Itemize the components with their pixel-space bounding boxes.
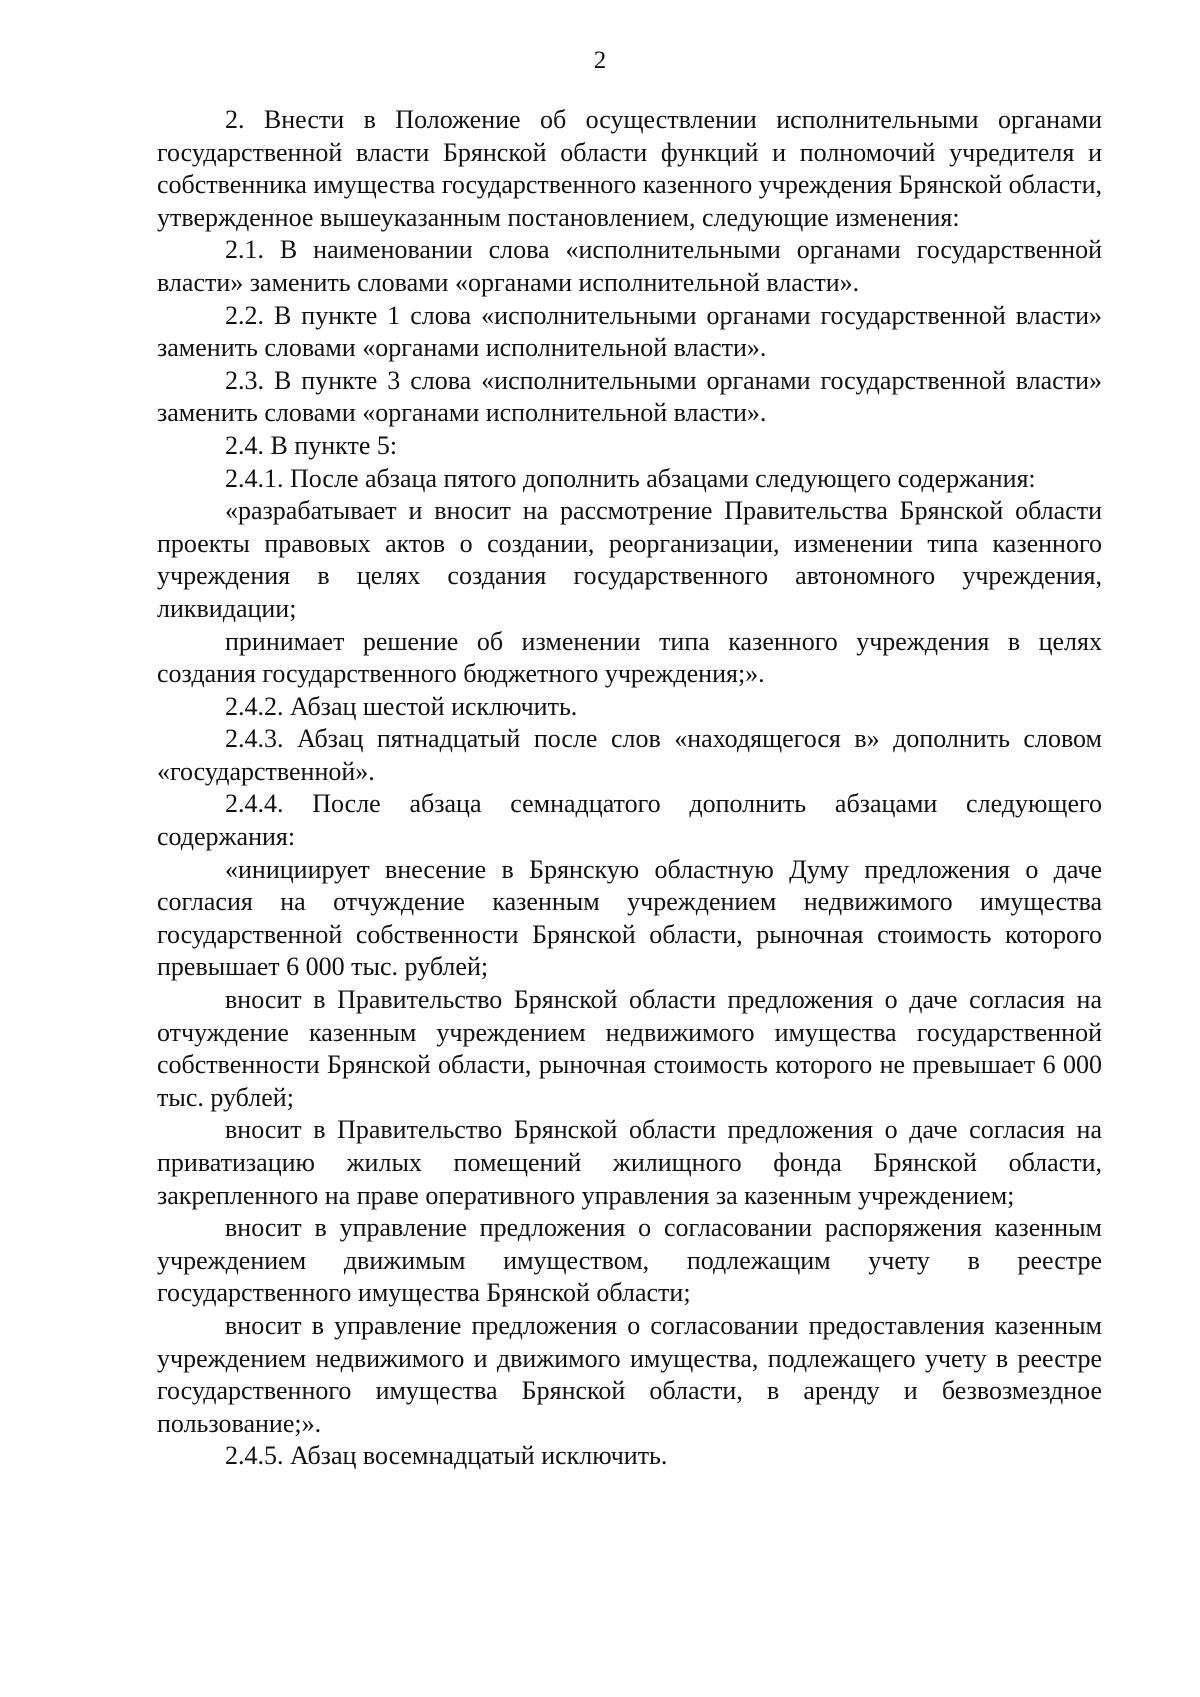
paragraph-2-4-3: 2.4.3. Абзац пятнадцатый после слов «находящегося в» дополнить словом «государственной». bbox=[157, 724, 1102, 786]
paragraph-2-4-5: 2.4.5. Абзац восемнадцатый исключить. bbox=[225, 1441, 668, 1471]
paragraph-2-4: 2.4. В пункте 5: bbox=[225, 430, 398, 460]
paragraph-2-4-2: 2.4.2. Абзац шестой исключить. bbox=[225, 691, 578, 721]
quoted-paragraph: «инициирует внесение в Брянскую областную Думу предложения о даче согласия на отчуждение казенным учреждением недвижимого имущества государственной собственности Брянской области, рыночная стоимость которого превышает 6 000 тыс. рублей; bbox=[157, 854, 1102, 982]
paragraph-2-4-1: 2.4.1. После абзаца пятого дополнить абзацами следующего содержания: bbox=[225, 463, 1036, 493]
paragraph-2: 2. Внести в Положение об осуществлении исполнительными органами государственной власти Брянской области функций и полномочий учредителя и собственника имущества государственного казенного учреждения Брянской области, утвержденное вышеуказанным постановлением, следующие изменения: bbox=[157, 105, 1102, 232]
quoted-paragraph: вносит в Правительство Брянской области предложения о даче согласия на отчуждение казенным учреждением недвижимого имущества государственной собственности Брянской области, рыночная стоимость которого не превышает 6 000 тыс. рублей; bbox=[157, 985, 1102, 1112]
paragraph-2-1: 2.1. В наименовании слова «исполнительными органами государственной власти» заменить словами «органами исполнительной власти». bbox=[157, 235, 1102, 297]
quoted-paragraph: вносит в управление предложения о согласовании распоряжения казенным учреждением движимым имуществом, подлежащим учету в реестре государственного имущества Брянской области; bbox=[157, 1213, 1102, 1308]
quoted-paragraph: принимает решение об изменении типа казенного учреждения в целях создания государственного бюджетного учреждения;». bbox=[157, 626, 1102, 689]
quoted-paragraph: вносит в управление предложения о согласовании предоставления казенным учреждением недвижимого и движимого имущества, подлежащего учету в реестре государственного имущества Брянской области, в аренду и безвозмездное пользование;». bbox=[157, 1310, 1102, 1438]
paragraph-2-4-4: 2.4.4. После абзаца семнадцатого дополнить абзацами следующего содержания: bbox=[157, 789, 1102, 852]
quoted-paragraph: «разрабатывает и вносит на рассмотрение Правительства Брянской области проекты правовых актов о создании, реорганизации, изменении типа казенного учреждения в целях создания государственного автономного учреждения, ликвидации; bbox=[157, 496, 1102, 623]
page-number: 2 bbox=[593, 47, 607, 74]
paragraph-2-2: 2.2. В пункте 1 слова «исполнительными органами государственной власти» заменить словами «органами исполнительной власти». bbox=[157, 300, 1102, 363]
quoted-paragraph: вносит в Правительство Брянской области предложения о даче согласия на приватизацию жилых помещений жилищного фонда Брянской области, закрепленного на праве оперативного управления за казенным учреждением; bbox=[157, 1115, 1102, 1210]
paragraph-2-3: 2.3. В пункте 3 слова «исполнительными органами государственной власти» заменить словами «органами исполнительной власти». bbox=[157, 365, 1102, 428]
document-body bbox=[157, 104, 1102, 1473]
